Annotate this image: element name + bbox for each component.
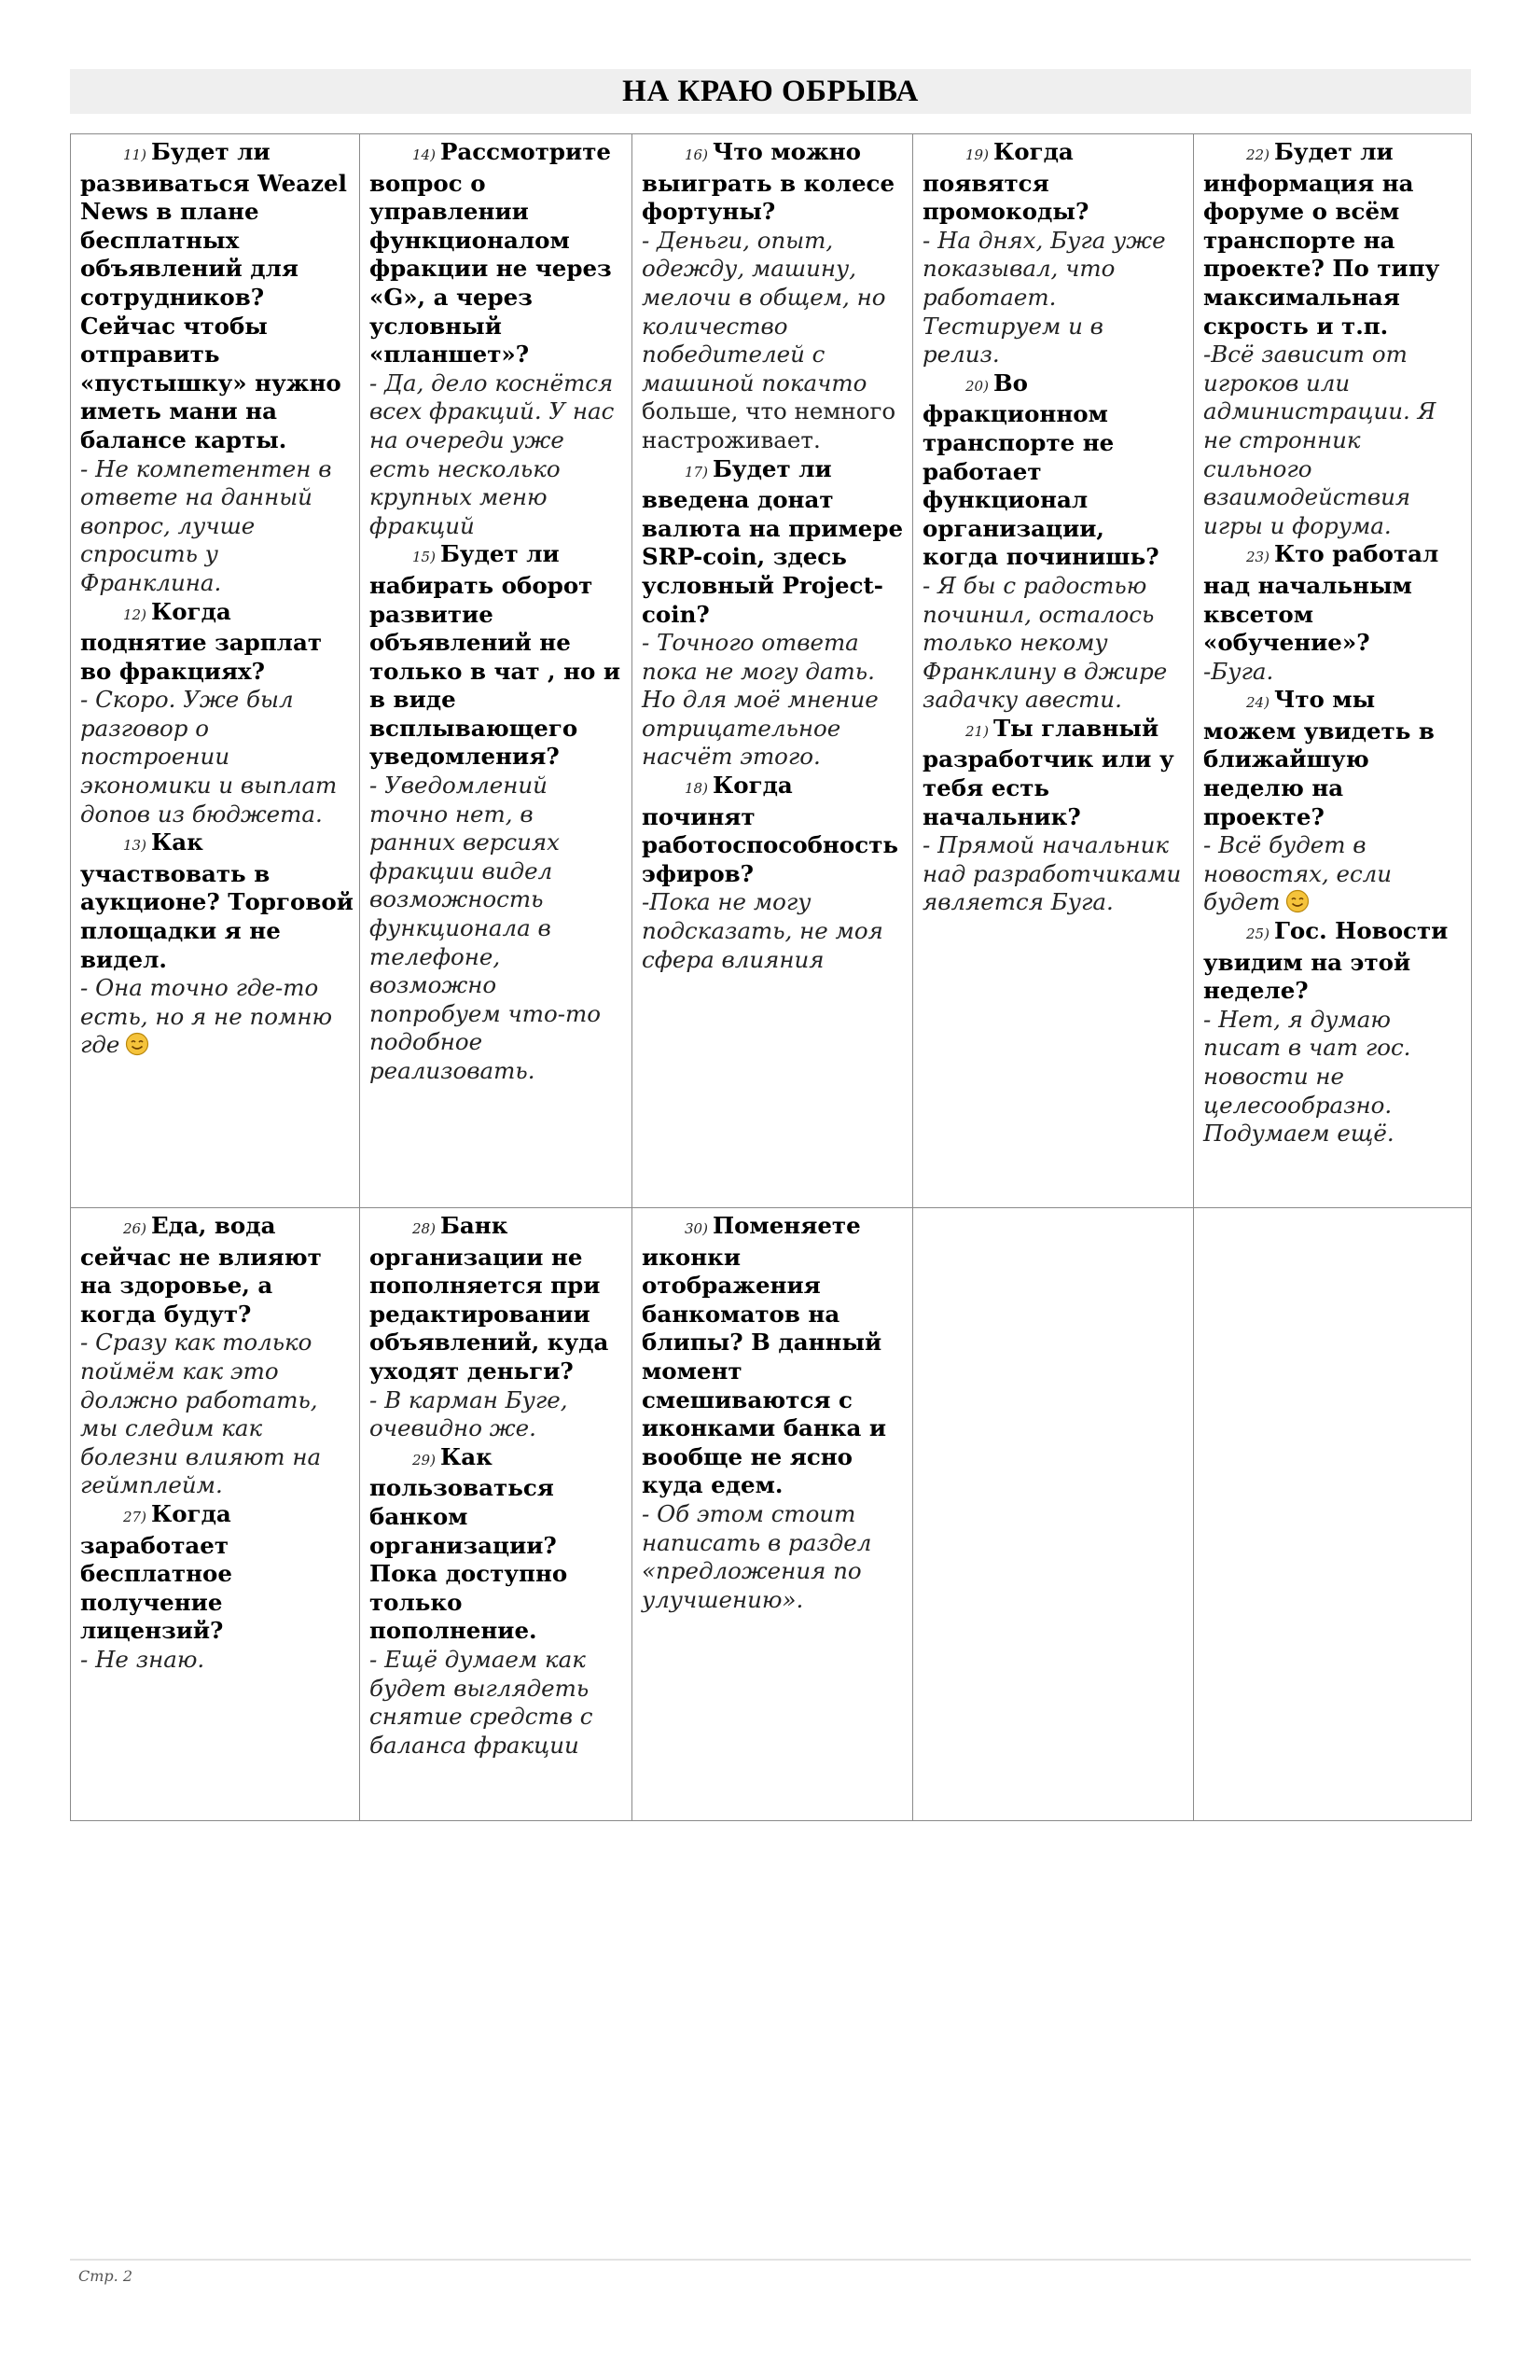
qa-item: [80, 1500, 354, 1675]
answer-text: - В карман Буге, очевидно же.: [369, 1385, 568, 1442]
question-text: Когда починят работоспособность эфиров?: [642, 772, 899, 887]
qa-cell: [1194, 134, 1472, 1208]
qa-item: [642, 455, 907, 772]
question-text: Когда появятся промокоды?: [923, 138, 1089, 226]
qa-table: [70, 133, 1472, 1821]
question-text: Будет ли информация на форуме о всём транспорте на проекте? По типу максимальная скрость и т.п.: [1203, 138, 1440, 340]
question-text: Банк организации не пополняется при редактировании объявлений, куда уходят деньги?: [369, 1212, 609, 1385]
table-row: [71, 134, 1472, 1208]
table-row: [71, 1208, 1472, 1821]
question-number: 17): [685, 463, 708, 480]
question-text: Будет ли набирать оборот развитие объявлений не только в чат , но и в виде всплывающего уведомления?: [369, 540, 621, 771]
answer-text: - Нет, я думаю писат в чат гос. новости не целесообразно. Подумаем ещё.: [1203, 1005, 1411, 1148]
page-number: Стр. 2: [78, 2267, 133, 2285]
qa-item: [80, 138, 354, 598]
question-number: 24): [1246, 694, 1269, 712]
question-number: 28): [412, 1220, 436, 1237]
question-text: Как участвовать в аукционе? Торговой площадки я не видел.: [80, 828, 354, 973]
question-text: Еда, вода сейчас не влияют на здоровье, а когда будут?: [80, 1212, 322, 1328]
question-text: Кто работал над начальным квсетом «обучение»?: [1203, 540, 1439, 657]
page-title: НА КРАЮ ОБРЫВА: [622, 74, 919, 108]
question-number: 15): [412, 549, 436, 566]
answer-text: - На днях, Буга уже показывал, что работает. Тестируем и в релиз.: [923, 226, 1166, 369]
answer-text: больше, что немного настроживает.: [642, 397, 896, 453]
question-number: 18): [685, 780, 708, 798]
question-text: Гос. Новости увидим на этой неделе?: [1203, 917, 1449, 1005]
answer-text: - Об этом стоит написать в раздел «предложения по улучшению».: [642, 1499, 872, 1613]
question-text: Что можно выиграть в колесе фортуны?: [642, 138, 895, 226]
qa-item: [923, 715, 1187, 917]
answer-text: - Уведомлений точно нет, в ранних версиях фракции видел возможность функционала в телефоне, возможно попробуем что-то подобное реализовать.: [369, 772, 601, 1084]
question-text: Будет ли развиваться Weazel News в плане бесплатных объявлений для сотрудников? Сейчас чтобы отправить «пустышку» нужно иметь мани на балансе карты.: [80, 138, 347, 453]
answer-text: - Точного ответа пока не могу дать. Но для моё мнение отрицательное насчёт этого.: [642, 629, 879, 771]
qa-item: [642, 772, 907, 974]
qa-item: [369, 540, 626, 1085]
question-text: Во фракционном транспорте не работает функционал организации, когда починишь?: [923, 369, 1159, 571]
answer-text: - Ещё думаем как будет выглядеть снятие средств с баланса фракции: [369, 1645, 593, 1759]
answer-text: - Она точно где-то есть, но я не помню где: [80, 974, 333, 1059]
qa-cell: [632, 1208, 913, 1821]
question-text: Когда поднятие зарплат во фракциях?: [80, 597, 323, 685]
question-number: 16): [685, 146, 708, 163]
question-text: Поменяете иконки отображения банкоматов на блипы? В данный момент смешиваются с иконками банка и вообще не ясно куда едем.: [642, 1212, 887, 1499]
qa-item: [923, 369, 1187, 715]
question-number: 19): [965, 146, 989, 163]
smiling-face-icon: [1285, 889, 1310, 913]
qa-cell: [913, 134, 1194, 1208]
qa-item: [642, 1212, 907, 1614]
question-number: 11): [123, 146, 146, 163]
qa-item: [369, 1212, 626, 1443]
qa-cell: [360, 1208, 632, 1821]
question-text: Как пользоваться банком организации? Пока доступно только пополнение.: [369, 1442, 568, 1645]
answer-text: -Буга.: [1203, 657, 1274, 685]
question-number: 14): [412, 146, 436, 163]
qa-item: [369, 1443, 626, 1761]
question-text: Когда заработает бесплатное получение лицензий?: [80, 1499, 232, 1645]
question-number: 25): [1246, 926, 1269, 943]
title-bar: [70, 69, 1471, 114]
empty-cell: [1194, 1208, 1472, 1821]
qa-cell: [71, 1208, 360, 1821]
qa-item: [923, 138, 1187, 369]
qa-item: [1203, 917, 1465, 1148]
answer-text: - Не знаю.: [80, 1645, 205, 1673]
question-text: Ты главный разработчик или у тебя есть начальник?: [923, 714, 1174, 830]
qa-item: [80, 828, 354, 1060]
question-number: 13): [123, 837, 146, 855]
answer-text: - Я бы с радостью починил, осталось только некому Франклину в джире задачку авести.: [923, 571, 1168, 714]
qa-item: [80, 1212, 354, 1500]
smiling-face-icon: [125, 1032, 149, 1056]
qa-cell: [71, 134, 360, 1208]
question-number: 21): [965, 722, 989, 740]
empty-cell: [913, 1208, 1194, 1821]
question-number: 12): [123, 605, 146, 623]
answer-text: -Пока не могу подсказать, не моя сфера влияния: [642, 888, 883, 973]
answer-text: - Деньги, опыт, одежду, машину, мелочи в общем, но количество победителей с машиной покачто: [642, 226, 886, 397]
qa-item: [369, 138, 626, 540]
answer-text: - Не компетентен в ответе на данный вопрос, лучше спросить у Франклина.: [80, 454, 332, 596]
question-number: 22): [1246, 146, 1269, 163]
answer-text: - Сразу как только поймём как это должно работать, мы следим как болезни влияют на геймплейм.: [80, 1329, 322, 1499]
footer-divider: [70, 2259, 1471, 2261]
qa-item: [80, 598, 354, 829]
qa-cell: [632, 134, 913, 1208]
answer-text: - Да, дело коснётся всех фракций. У нас на очереди уже есть несколько крупных меню фракций: [369, 369, 615, 539]
question-number: 23): [1246, 549, 1269, 566]
question-number: 30): [685, 1220, 708, 1237]
qa-item: [1203, 138, 1465, 540]
question-number: 29): [412, 1451, 436, 1468]
qa-item: [1203, 540, 1465, 686]
answer-text: - Прямой начальник над разработчиками является Буга.: [923, 831, 1182, 916]
answer-text: - Всё будет в новостях, если будет: [1203, 831, 1393, 916]
qa-cell: [360, 134, 632, 1208]
answer-text: -Всё зависит от игроков или администрации. Я не стронник сильного взаимодействия игры и форума.: [1203, 341, 1436, 539]
question-number: 27): [123, 1508, 146, 1525]
qa-item: [642, 138, 907, 455]
question-text: Будет ли введена донат валюта на примере SRP-coin, здесь условный Project-coin?: [642, 454, 904, 628]
qa-item: [1203, 686, 1465, 917]
question-number: 26): [123, 1220, 146, 1237]
question-text: Что мы можем увидеть в ближайшую неделю на проекте?: [1203, 686, 1435, 830]
answer-text: - Скоро. Уже был разговор о построении экономики и выплат допов из бюджета.: [80, 686, 338, 828]
question-number: 20): [965, 377, 989, 395]
question-text: Рассмотрите вопрос о управлении функционалом фракции не через «G», а через условный «планшет»?: [369, 138, 612, 369]
